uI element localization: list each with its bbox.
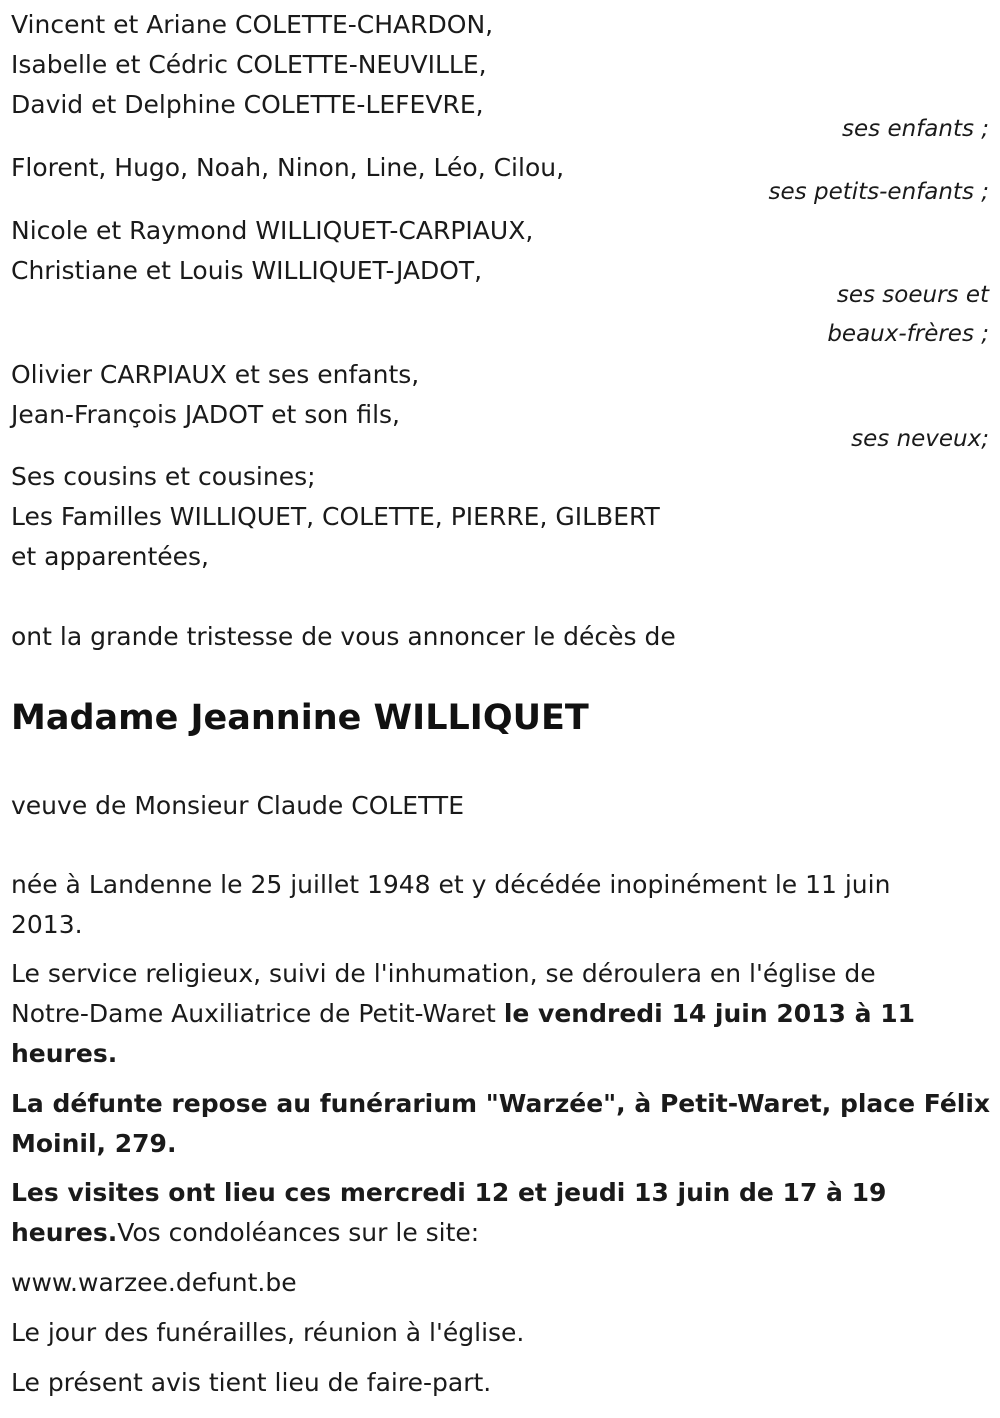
birth-death-text: 2013.	[11, 910, 83, 939]
service-text: Le service religieux, suivi de l'inhumation, se déroulera en l'église de	[11, 959, 876, 988]
family-line: Olivier CARPIAUX et ses enfants,	[11, 360, 420, 389]
family-line: Christiane et Louis WILLIQUET-JADOT,	[11, 256, 483, 285]
service-location: Notre-Dame Auxiliatrice de Petit-Waret	[11, 999, 504, 1028]
family-line: Les Familles WILLIQUET, COLETTE, PIERRE, GILBERT	[11, 502, 660, 531]
grandchildren-line: Florent, Hugo, Noah, Ninon, Line, Léo, Cilou,	[11, 153, 565, 182]
grandchildren-role: ses petits-enfants ;	[768, 179, 989, 205]
family-line: Nicole et Raymond WILLIQUET-CARPIAUX,	[11, 216, 534, 245]
repose-text: Moinil, 279.	[11, 1129, 177, 1158]
service-text	[11, 994, 915, 1034]
service-date: le vendredi 14 juin 2013 à 11	[503, 999, 916, 1028]
notice-text: Le présent avis tient lieu de faire-part.	[11, 1368, 492, 1397]
condolences-text: Vos condoléances sur le site:	[117, 1218, 480, 1247]
siblings-role: ses soeurs et	[836, 282, 989, 308]
announcement-text: ont la grande tristesse de vous annoncer le décès de	[11, 622, 676, 651]
family-line: David et Delphine COLETTE-LEFEVRE,	[11, 90, 484, 119]
birth-death-text: née à Landenne le 25 juillet 1948 et y décédée inopinément le 11 juin	[11, 870, 891, 899]
nephews-role: ses neveux;	[851, 426, 989, 452]
funeral-meeting-text: Le jour des funérailles, réunion à l'église.	[11, 1318, 525, 1347]
visits-hours: heures.	[11, 1218, 118, 1247]
family-line: Jean-François JADOT et son fils,	[11, 400, 400, 429]
family-line: Isabelle et Cédric COLETTE-NEUVILLE,	[11, 50, 487, 79]
siblings-role: beaux-frères ;	[827, 321, 989, 347]
widow-of: veuve de Monsieur Claude COLETTE	[11, 791, 464, 820]
repose-text: La défunte repose au funérarium "Warzée", à Petit-Waret, place Félix	[11, 1089, 991, 1118]
service-time: heures.	[11, 1039, 118, 1068]
family-line: et apparentées,	[11, 542, 209, 571]
deceased-name: Madame Jeannine WILLIQUET	[11, 698, 589, 738]
visits-text: Les visites ont lieu ces mercredi 12 et jeudi 13 juin de 17 à 19	[11, 1178, 887, 1207]
visits-text	[11, 1213, 479, 1253]
family-line: Vincent et Ariane COLETTE-CHARDON,	[11, 10, 494, 39]
family-line: Ses cousins et cousines;	[11, 462, 316, 491]
website-link[interactable]: www.warzee.defunt.be	[11, 1268, 297, 1297]
children-role: ses enfants ;	[842, 116, 989, 142]
